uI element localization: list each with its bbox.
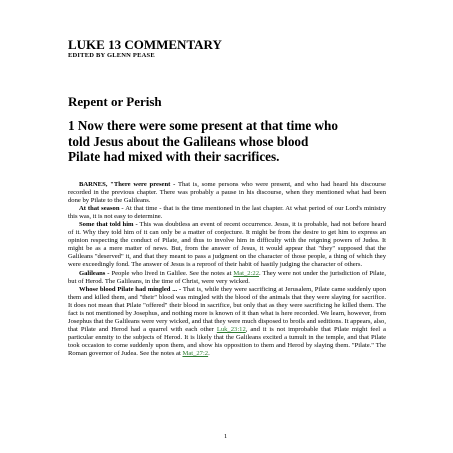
commentary-paragraph <box>68 205 386 221</box>
commentary-paragraph <box>68 221 386 269</box>
verse-text <box>68 118 398 165</box>
commentary-paragraph <box>68 286 386 358</box>
verse-line: Pilate had mixed with their sacrifices. <box>68 149 280 164</box>
scripture-link[interactable]: Luk_23:12 <box>216 325 246 333</box>
commentary-body <box>68 181 386 358</box>
paragraph-text: This was doubtless an event of recent occurrence. Jesus, it is probable, had not before heard of it. Why they told him of it can only be a matter of conjecture. It might be from the desire to get him to express an opinion respecting the conduct of Pilate, and thus to involve him in difficulty with the reigning powers of Judea. It might be as a mere matter of news. But, from the answer of Jesus, it would appear that "they" supposed that the Galileans "deserved" it, and that they meant to pass a judgment on the character of those people, a thing of which they were exceedingly fond. The answer of Jesus is a reproof of their habit of hastily judging the character of others. <box>68 221 386 269</box>
paragraph-text: People who lived in Galilee. See the notes at <box>109 269 234 277</box>
paragraph-text: , and it is not improbable that Pilate might feel a particular enmity to the subjects of Herod. It is likely that the Galileans excited a tumult in the temple, and that Pilate took occasion to come suddenly upon them, and show his opposition to them and Herod by slaying them. "Pilate." The Roman governor of Judea. See the notes at <box>68 325 386 357</box>
paragraph-text: . <box>208 349 210 357</box>
paragraph-text: That is, some persons who were present, and who had heard his discourse recorded in the previous chapter. There was probably a pause in his discourse, when they mentioned what had been done by Pilate to the Galileans. <box>68 181 386 205</box>
verse-line: told Jesus about the Galileans whose blood <box>68 133 309 149</box>
commentary-paragraph <box>68 181 386 205</box>
paragraph-text: At that time - that is the time mentioned in the last chapter. At what period of our Lord's ministry this was, it is not easy to determine. <box>68 205 386 221</box>
paragraph-lead: BARNES, "There were present - <box>79 181 176 188</box>
paragraph-lead: Whose blood Pilate had mingled ... - <box>79 285 182 293</box>
page-number: 1 <box>224 433 228 440</box>
scripture-link[interactable]: Mat_27:2 <box>182 349 209 357</box>
commentary-paragraph <box>68 270 386 286</box>
paragraph-text: That is, while they were sacrificing at Jerusalem, Pilate came suddenly upon them and killed them, and "their" blood was mingled with the blood of the animals that they were slaying for sacrifice. It does not mean that Pilate "offered" their blood in sacrifice, but only that as they were sacrificing he killed them. The fact is not mentioned by Josephus, and nothing more is known of it than what is here recorded. We learn, however, from Josephus that the Galileans were very wicked, and that they were much disposed to broils and seditions. It appears, also, that Pilate and Herod had a quarrel with each other <box>68 285 386 333</box>
paragraph-text: . They were not under the jurisdiction of Pilate, but of Herod. The Galileans, in the time of Christ, were very wicked. <box>68 269 386 285</box>
verse-line: 1 Now there were some present at that time who <box>68 118 338 133</box>
paragraph-lead: At that season - <box>79 205 124 213</box>
scripture-link[interactable]: Mat_2:22 <box>233 269 259 277</box>
document-title: LUKE 13 COMMENTARY <box>68 37 222 52</box>
document-editor: EDITED BY GLENN PEASE <box>68 52 155 59</box>
paragraph-lead: Some that told him - <box>79 221 138 229</box>
section-heading: Repent or Perish <box>68 94 162 109</box>
paragraph-lead: Galileans - <box>79 269 110 277</box>
